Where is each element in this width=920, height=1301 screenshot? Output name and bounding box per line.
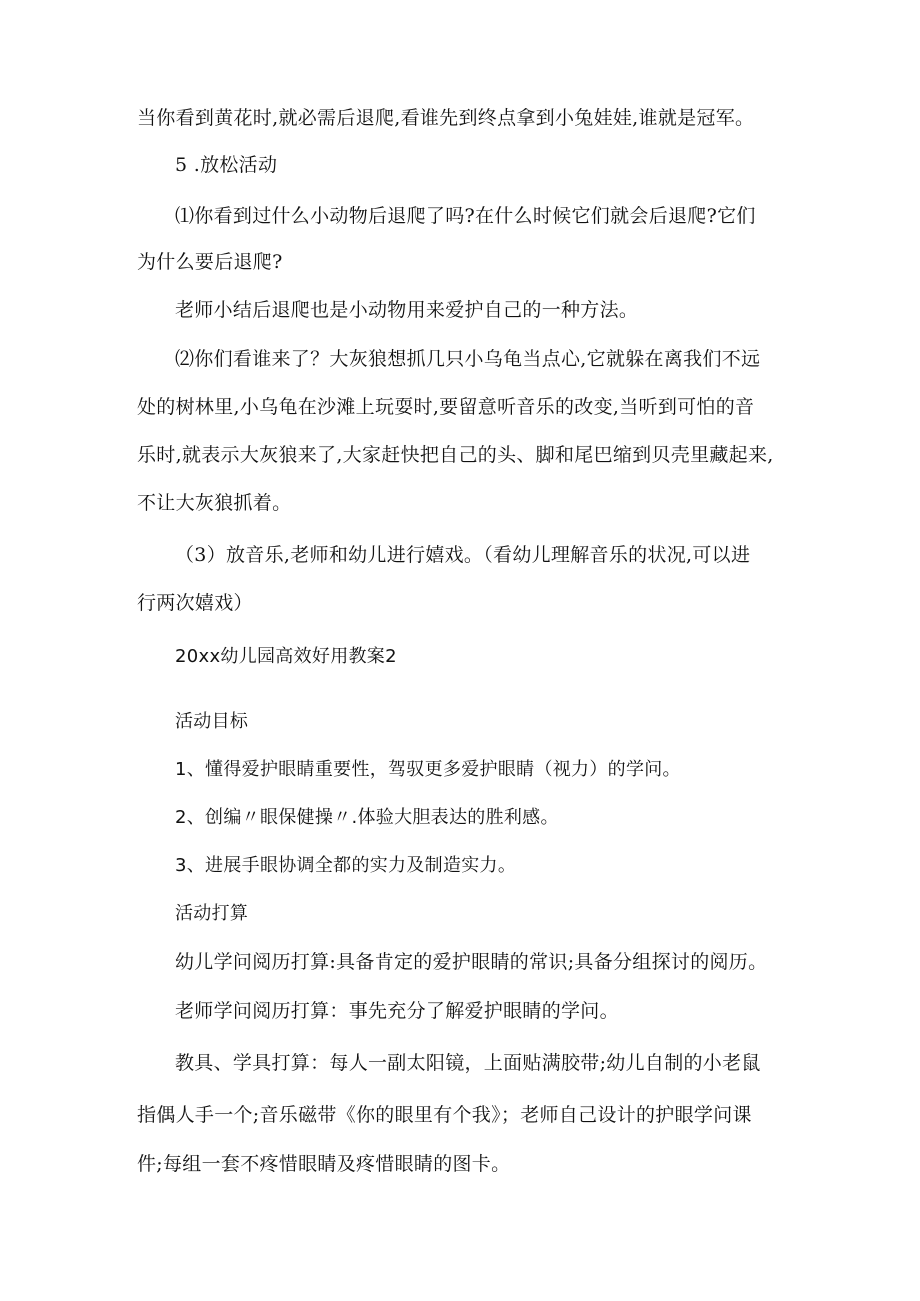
paragraph-line: 处的树林里,小乌龟在沙滩上玩耍时,要留意听音乐的改变,当听到可怕的音: [137, 396, 755, 418]
paragraph-line: 指偶人手一个;音乐磁带《你的眼里有个我》；老师自己设计的护眼学问课: [137, 1104, 752, 1126]
list-item: 2、创编〃眼保健操〃.体验大胆表达的胜利感。: [175, 807, 559, 828]
paragraph-line: 行两次嬉戏）: [137, 592, 253, 614]
paragraph-line: 当你看到黄花时,就必需后退爬,看谁先到终点拿到小兔娃娃,谁就是冠军。: [137, 107, 755, 129]
section-heading: 5 .放松活动: [175, 154, 278, 176]
subsection-heading: 活动目标: [175, 711, 249, 732]
section-title: 20xx幼儿园高效好用教案2: [175, 646, 397, 667]
paragraph-line: 幼儿学问阅历打算:具备肯定的爱护眼睛的常识;具备分组探讨的阅历。: [175, 951, 768, 973]
paragraph-line: ⑵你们看谁来了？大灰狼想抓几只小乌龟当点心,它就躲在离我们不远: [175, 348, 761, 370]
paragraph-line: 件;每组一套不疼惜眼睛及疼惜眼睛的图卡。: [137, 1153, 511, 1175]
paragraph-line: 乐时,就表示大灰狼来了,大家赶快把自己的头、脚和尾巴缩到贝壳里藏起来,: [137, 444, 774, 466]
paragraph-line: 为什么要后退爬?: [137, 251, 283, 273]
paragraph-line: 不让大灰狼抓着。: [137, 492, 292, 514]
paragraph-line: 老师小结后退爬也是小动物用来爱护自己的一种方法。: [175, 299, 639, 321]
paragraph-line: 教具、学具打算：每人一副太阳镜，上面贴满胶带;幼儿自制的小老鼠: [175, 1052, 761, 1074]
paragraph-line: ⑴你看到过什么小动物后退爬了吗?在什么时候它们就会后退爬?它们: [175, 205, 756, 227]
subsection-heading: 活动打算: [175, 903, 249, 924]
paragraph-line: 老师学问阅历打算：事先充分了解爱护眼睛的学问。: [175, 1000, 619, 1022]
list-item: 3、进展手眼协调全都的实力及制造实力。: [175, 855, 517, 876]
list-item: 1、懂得爱护眼睛重要性，驾驭更多爱护眼睛（视力）的学问。: [175, 759, 681, 780]
paragraph-line: （3）放音乐,老师和幼儿进行嬉戏。（看幼儿理解音乐的状况,可以进: [175, 544, 751, 566]
